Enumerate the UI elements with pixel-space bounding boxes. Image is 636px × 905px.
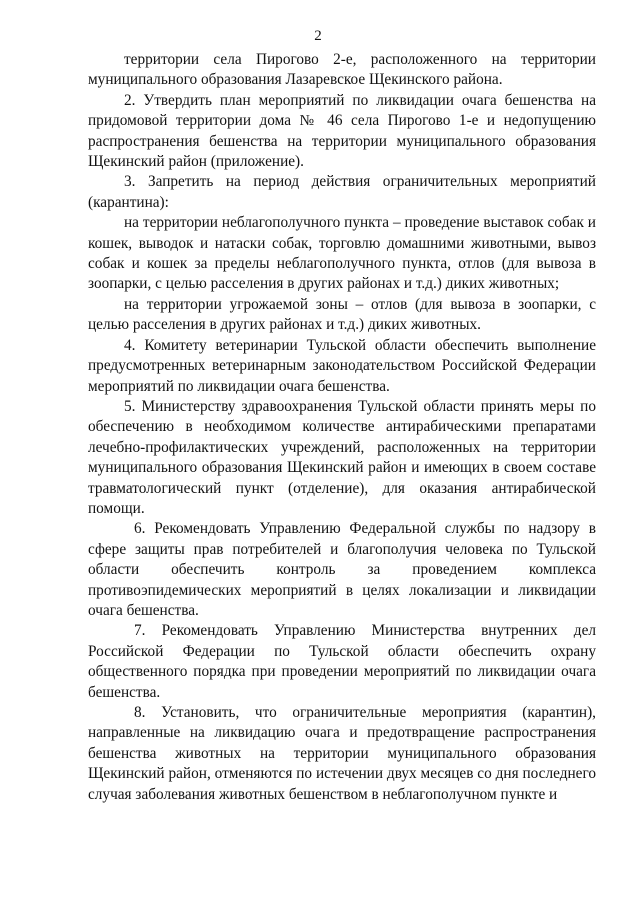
paragraph-item-7: 7. Рекомендовать Управлению Министерства внутренних дел Российской Федерации по Тульской области обеспечить охрану общественного порядка при проведении мероприятий по ликвидации очага бешенства.	[88, 622, 596, 701]
document-body	[88, 50, 596, 805]
paragraph-item-3: 3. Запретить на период действия ограничительных мероприятий (карантина):	[88, 173, 596, 211]
paragraph-item-5: 5. Министерству здравоохранения Тульской области принять меры по обеспечению в необходимом количестве антирабическими препаратами лечебно-профилактических учреждений, расположенных на территории муниципального образования Щекинский район и имеющих в своем составе травматологический пункт (отделение), для оказания антирабической помощи.	[88, 397, 596, 517]
paragraph-item-8: 8. Установить, что ограничительные мероприятия (карантин), направленные на ликвидацию очага и предотвращение распространения бешенства животных на территории муниципального образования Щекинский район, отменяются по истечении двух месяцев со дня последнего случая заболевания животных бешенством в неблагополучном пункте и	[88, 704, 596, 803]
paragraph-item-2: 2. Утвердить план мероприятий по ликвидации очага бешенства на придомовой территории дома № 46 села Пирогово 1-е и недопущению распространения бешенства на территории муниципального образования Щекинский район (приложение).	[88, 91, 596, 171]
paragraph-item-6: 6. Рекомендовать Управлению Федеральной службы по надзору в сфере защиты прав потребителей и благополучия человека по Тульской области обеспечить контроль за проведением комплекса противоэпидемических мероприятий в целях локализации и ликвидации очага бешенства.	[88, 520, 596, 619]
page-number: 2	[314, 28, 322, 44]
paragraph-item-3-point-2: на территории угрожаемой зоны – отлов (для вывоза в зоопарки, с целью расселения в других районах и т.д.) диких животных.	[88, 295, 596, 334]
paragraph-item-4: 4. Комитету ветеринарии Тульской области обеспечить выполнение предусмотренных ветеринарным законодательством Российской Федерации мероприятий по ликвидации очага бешенства.	[88, 336, 596, 395]
paragraph-continuation: территории села Пирогово 2-е, расположенного на территории муниципального образования Лазаревское Щекинского района.	[88, 51, 596, 89]
paragraph-item-3-point-1: на территории неблагополучного пункта – проведение выставок собак и кошек, выводок и натаски собак, торговлю домашними животными, вывоз собак и кошек за пределы неблагополучного пункта, отлов (для вывоза в зоопарки, с целью расселения в других районах и т.д.) диких животных;	[88, 214, 596, 293]
